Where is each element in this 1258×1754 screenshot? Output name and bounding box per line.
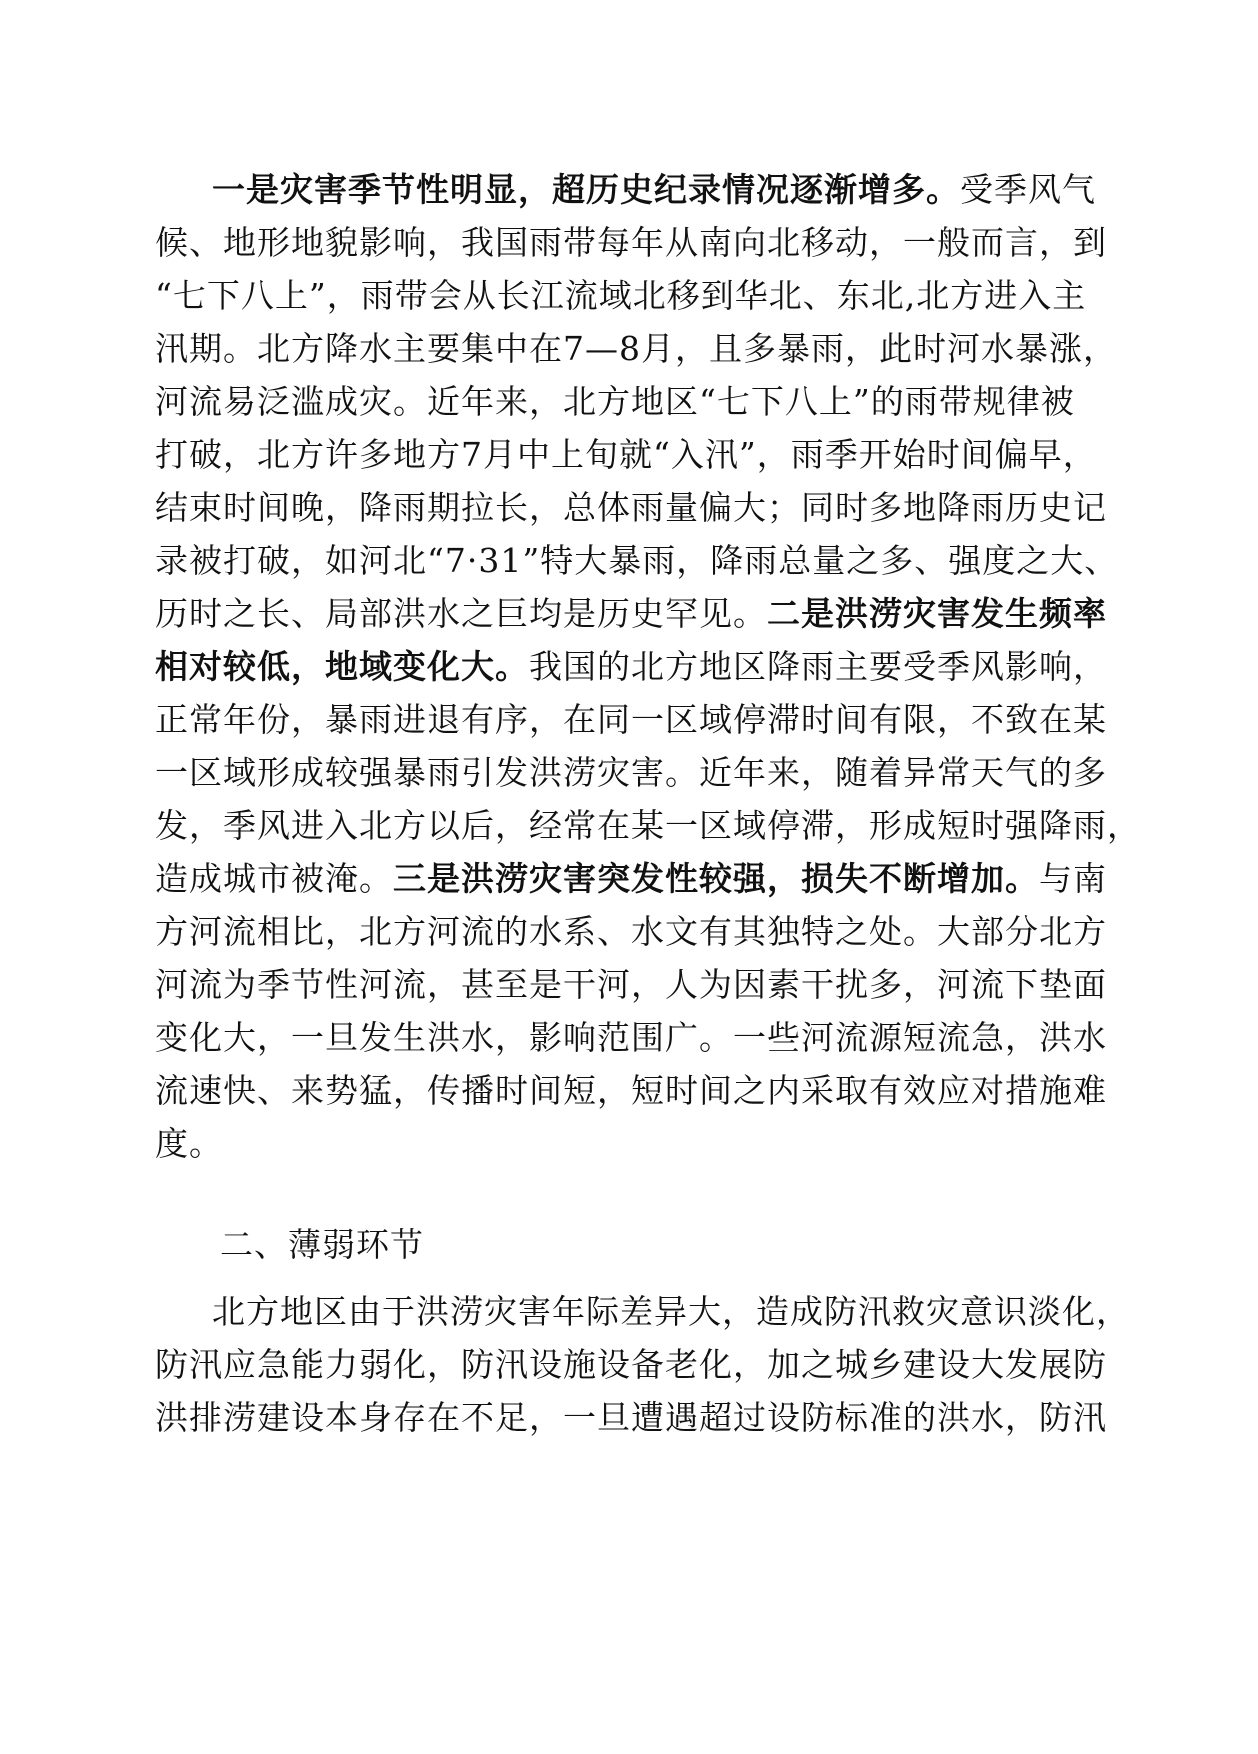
paragraph-line — [155, 955, 1107, 1015]
paragraph-line — [212, 1282, 1152, 1342]
paragraph-line — [155, 1388, 1107, 1448]
line-text: 造成城市被淹。 — [155, 859, 393, 898]
line-text: 录被打破，如河北“7·31”特大暴雨，降雨总量之多、强度之大、 — [155, 541, 1119, 580]
bold-lead: 相对较低，地域变化大。 — [155, 647, 529, 686]
line-text: 正常年份，暴雨进退有序，在同一区域停滞时间有限，不致在某 — [155, 700, 1107, 739]
paragraph-line — [155, 849, 1107, 909]
paragraph-line — [155, 372, 1095, 432]
paragraph-line — [155, 902, 1107, 962]
line-text: 防汛应急能力弱化，防汛设施设备老化，加之城乡建设大发展防 — [155, 1345, 1107, 1384]
line-text: 洪排涝建设本身存在不足，一旦遭遇超过设防标准的洪水，防汛 — [155, 1398, 1107, 1437]
paragraph-line — [155, 690, 1107, 750]
bold-lead: 三是洪涝灾害突发性较强，损失不断增加。 — [393, 859, 1039, 898]
line-text: 结束时间晚，降雨期拉长，总体雨量偏大；同时多地降雨历史记 — [155, 488, 1107, 527]
line-text: 流速快、来势猛，传播时间短，短时间之内采取有效应对措施难 — [155, 1071, 1107, 1110]
line-text: 河流易泛滥成灾。近年来，北方地区“七下八上”的雨带规律被 — [155, 382, 1075, 421]
paragraph-line — [155, 637, 1107, 697]
paragraph-line — [155, 478, 1107, 538]
paragraph-line — [212, 160, 1152, 220]
line-text: 历时之长、局部洪水之巨均是历史罕见。 — [155, 594, 767, 633]
line-text: 度。 — [155, 1124, 223, 1163]
line-text: 候、地形地貌影响，我国雨带每年从南向北移动，一般而言，到 — [155, 223, 1107, 262]
line-text: 与南 — [1039, 859, 1107, 898]
paragraph-line — [155, 1114, 1095, 1174]
paragraph-line — [155, 425, 1095, 485]
paragraph-line — [155, 743, 1107, 803]
bold-lead: 二是洪涝灾害发生频率 — [767, 594, 1107, 633]
paragraph-line — [155, 1008, 1107, 1068]
line-text: 汛期。北方降水主要集中在7—8月，且多暴雨，此时河水暴涨， — [155, 329, 1117, 368]
line-text: 变化大，一旦发生洪水，影响范围广。一些河流源短流急，洪水 — [155, 1018, 1107, 1057]
line-text: 我国的北方地区降雨主要受季风影响， — [529, 647, 1107, 686]
paragraph-line — [155, 796, 1141, 856]
section-heading-text: 二、薄弱环节 — [220, 1225, 424, 1264]
paragraph-line — [155, 584, 1107, 644]
line-text: 打破，北方许多地方7月中上旬就“入汛”，雨季开始时间偏早， — [155, 435, 1097, 474]
paragraph-line — [155, 1061, 1107, 1121]
paragraph-line — [155, 531, 1119, 591]
line-text: 受季风气 — [960, 170, 1096, 209]
line-text: 方河流相比，北方河流的水系、水文有其独特之处。大部分北方 — [155, 912, 1107, 951]
paragraph-line — [155, 213, 1107, 273]
section-heading — [220, 1215, 1160, 1275]
line-text: 一区域形成较强暴雨引发洪涝灾害。近年来，随着异常天气的多 — [155, 753, 1107, 792]
line-text: 北方地区由于洪涝灾害年际差异大，造成防汛救灾意识淡化， — [212, 1292, 1130, 1331]
bold-lead: 一是灾害季节性明显，超历史纪录情况逐渐增多。 — [212, 170, 960, 209]
line-text: 河流为季节性河流，甚至是干河，人为因素干扰多，河流下垫面 — [155, 965, 1107, 1004]
paragraph-line — [155, 266, 1095, 326]
paragraph-line — [155, 1335, 1107, 1395]
line-text: “七下八上”，雨带会从长江流域北移到华北、东北,北方进入主 — [155, 276, 1087, 315]
paragraph-line — [155, 319, 1117, 379]
line-text: 发，季风进入北方以后，经常在某一区域停滞，形成短时强降雨， — [155, 806, 1141, 845]
